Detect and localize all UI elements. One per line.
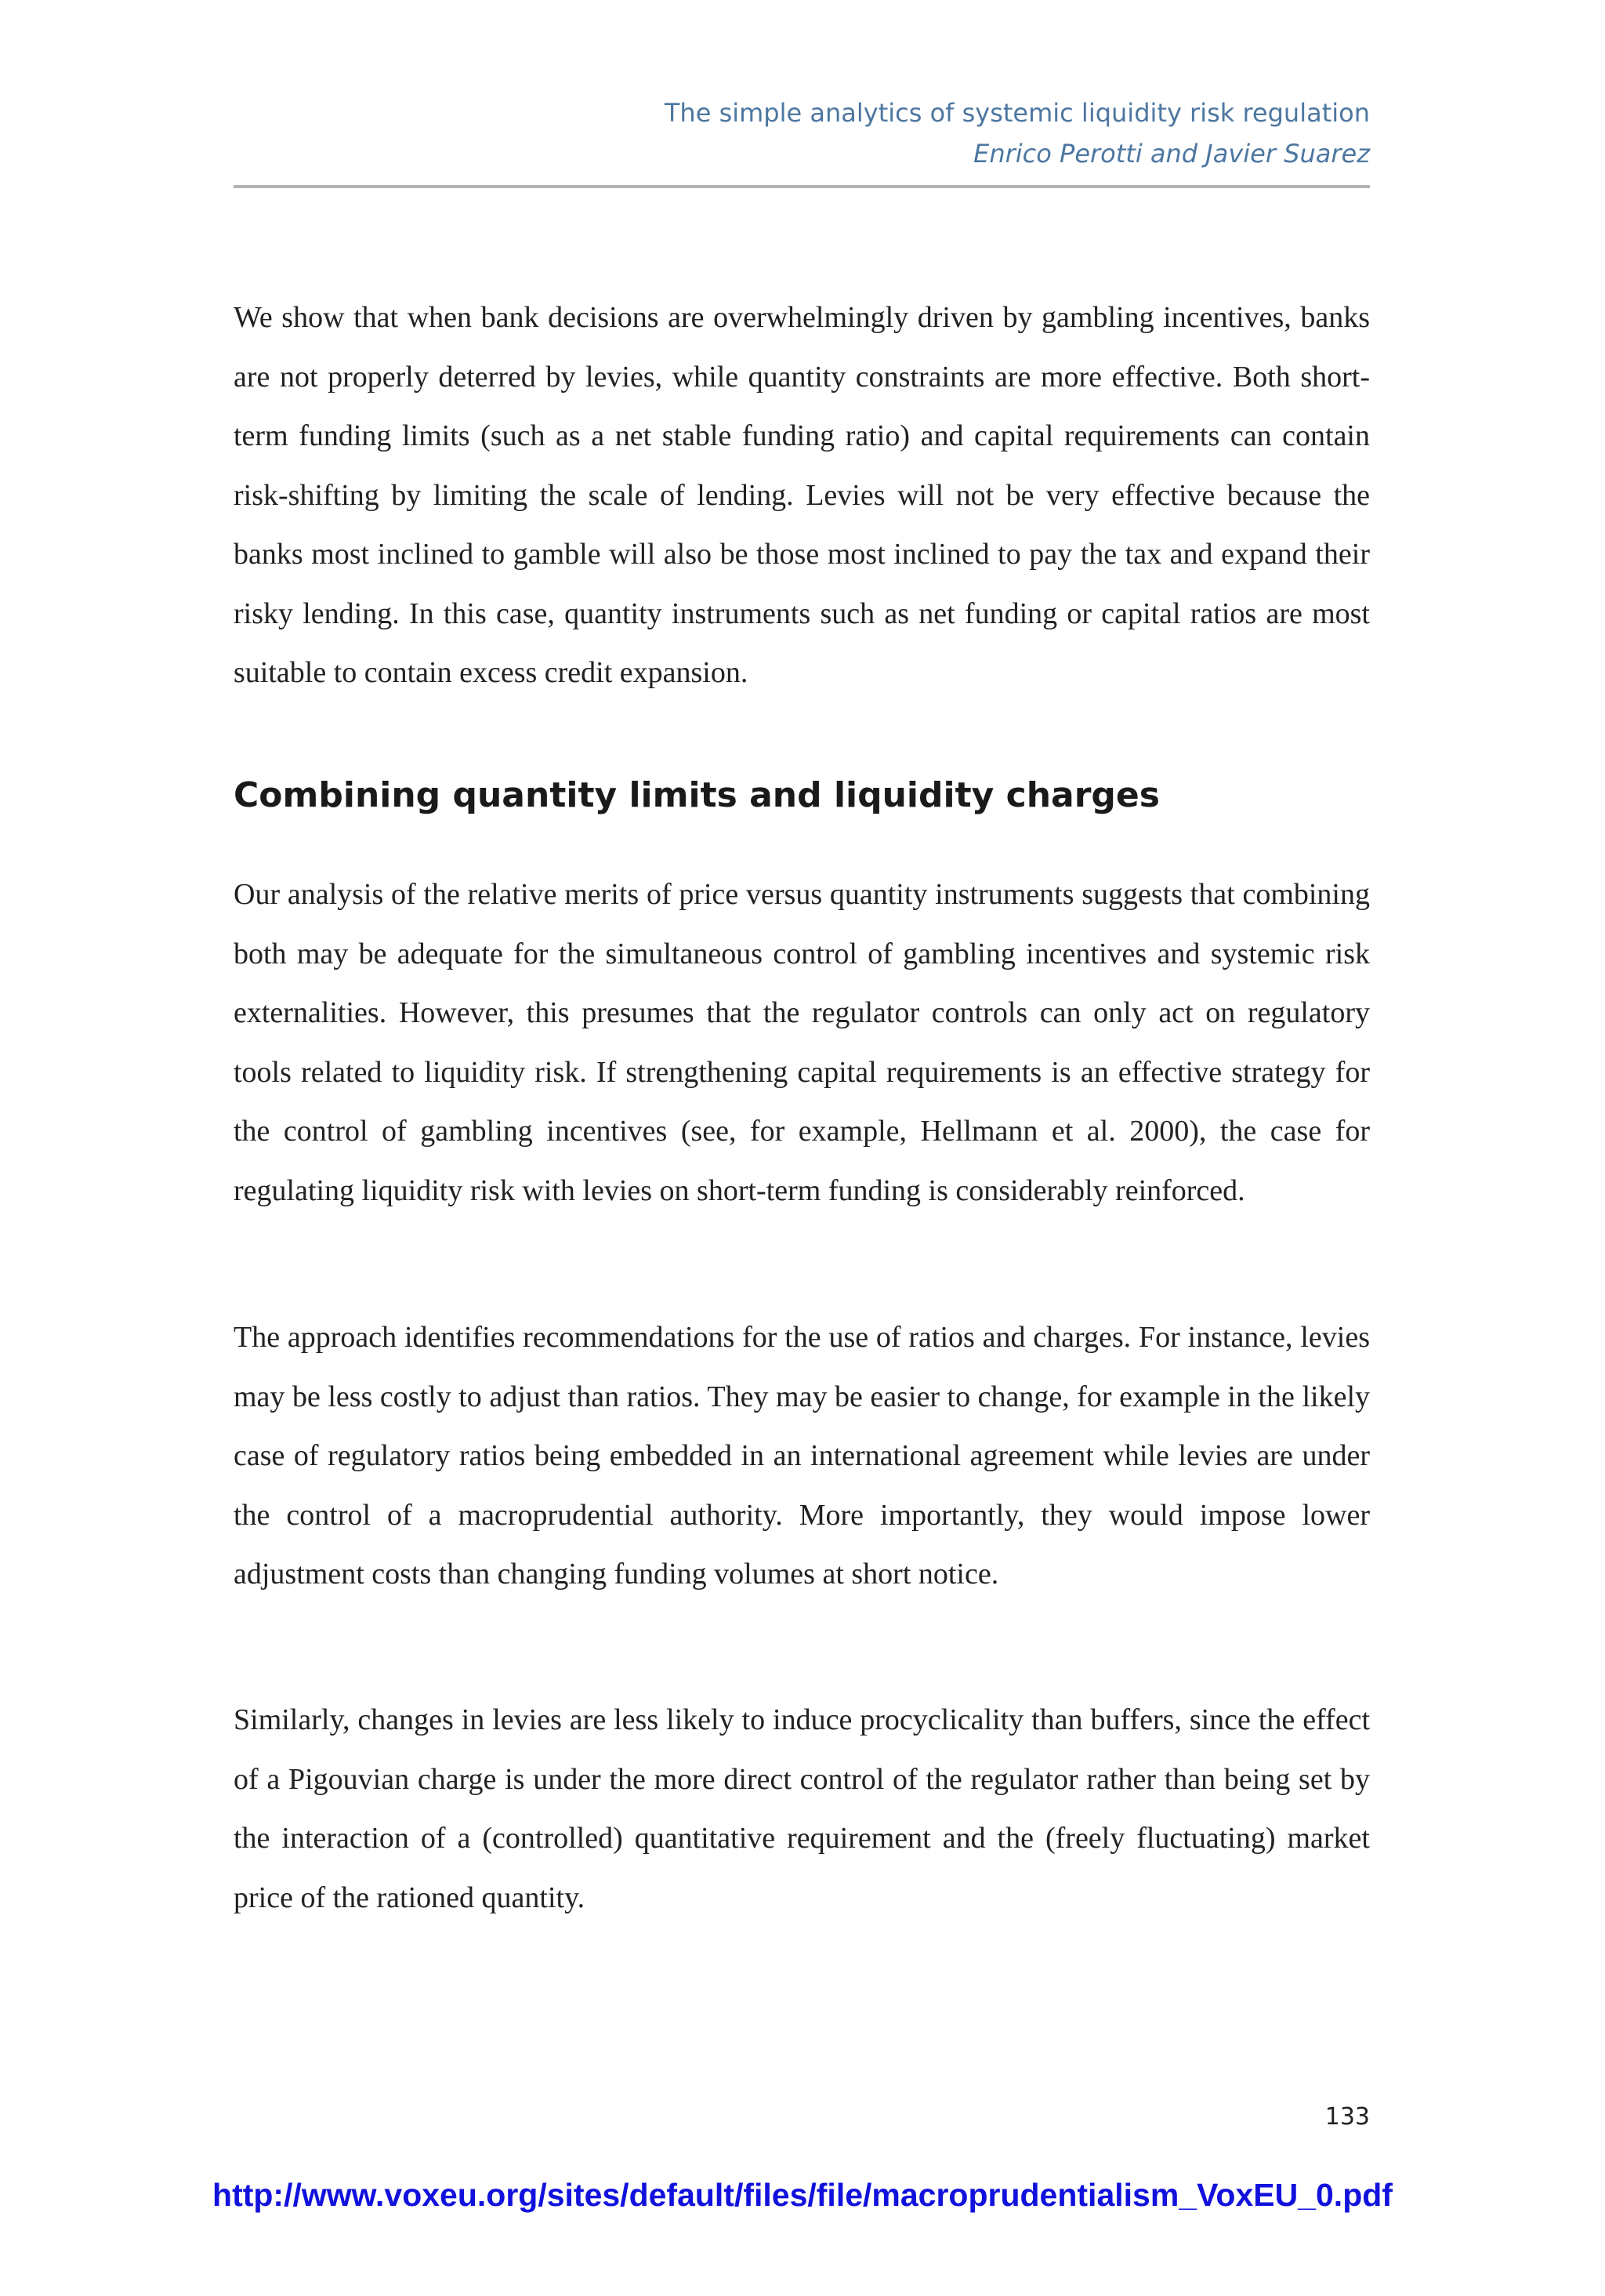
header-divider — [234, 185, 1370, 188]
running-header — [234, 92, 1370, 174]
body-paragraph: Similarly, changes in levies are less likely to induce procyclicality than buffers, since the effect of a Pigouvian charge is under the more direct control of the regulator rather than being set by the interaction of a (controlled) quantitative requirement and the (freely fluctuating) market price of the rationed quantity. — [234, 1703, 1370, 1914]
body-paragraph: We show that when bank decisions are overwhelmingly driven by gambling incentives, banks are not properly deterred by levies, while quantity constraints are more effective. Both short-term funding limits (such as a net stable funding ratio) and capital requirements can contain risk-shifting by limiting the scale of lending. Levies will not be very effective because the banks most inclined to gamble will also be those most inclined to pay the tax and expand their risky lending. In this case, quantity instruments such as net funding or capital ratios are most suitable to contain excess credit expansion. — [234, 301, 1370, 689]
body-paragraph: Our analysis of the relative merits of price versus quantity instruments suggests that combining both may be adequate for the simultaneous control of gambling incentives and systemic risk externalities. However, this presumes that the regulator controls can only act on regulatory tools related to liquidity risk. If strengthening capital requirements is an effective strategy for the control of gambling incentives (see, for example, Hellmann et al. 2000), the case for regulating liquidity risk with levies on short-term funding is considerably reinforced. — [234, 878, 1370, 1207]
body-paragraph: The approach identifies recommendations for the use of ratios and charges. For instance, levies may be less costly to adjust than ratios. They may be easier to change, for example in the likely case of regulatory ratios being embedded in an international agreement while levies are under the control of a macroprudential authority. More importantly, they would impose lower adjustment costs than changing funding volumes at short notice. — [234, 1321, 1370, 1591]
running-header-title: The simple analytics of systemic liquidity risk regulation — [664, 98, 1370, 128]
running-header-authors: Enrico Perotti and Javier Suarez — [973, 139, 1370, 169]
source-url-link[interactable]: http://www.voxeu.org/sites/default/files/file/macroprudentialism_VoxEU_0.pdf — [212, 2177, 1393, 2213]
section-heading: Combining quantity limits and liquidity charges — [234, 775, 1160, 815]
page-number: 133 — [1324, 2103, 1370, 2131]
